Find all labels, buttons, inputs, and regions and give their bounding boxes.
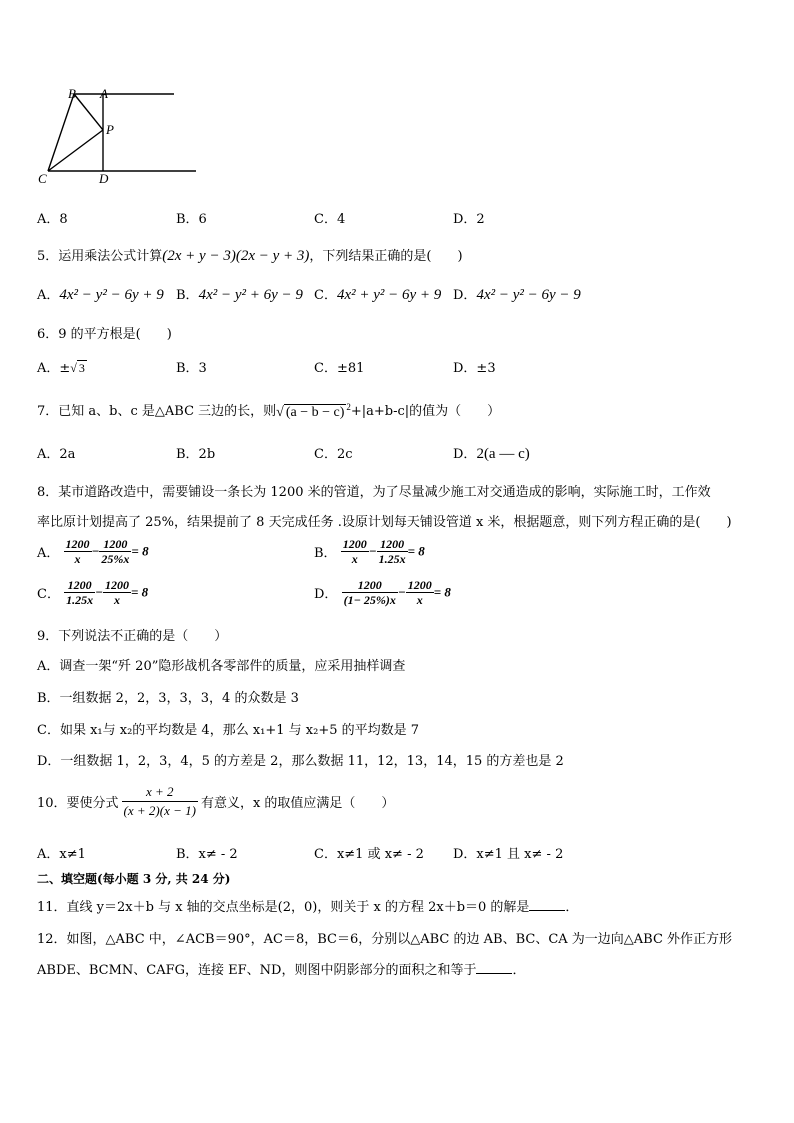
q12-line2-after: ． [512,963,526,978]
q9-option-d[interactable]: D．一组数据 1，2，3，4，5 的方差是 2，那么数据 11，12，13，14，15 的方差也是 2 [37,754,564,769]
q5-option-c-label: C． [314,288,337,303]
q7-radicand: (a − b − c) [285,405,345,420]
numerator: 1200 [407,578,432,592]
q8-stem-line2: 率比原计划提高了 25%，结果提前了 8 天完成任务 .设原计划每天铺设管道 x 米，根据题意，则下列方程正确的是( ) [37,515,732,530]
q12-line1: 12．如图，△ABC 中，∠ACB＝90°，AC＝8，BC＝6，分别以△ABC 的边 AB、BC、CA 为一边向△ABC 外作正方形 [37,932,733,947]
numerator: 1200 [65,537,90,551]
numerator: x + 2 [122,783,198,802]
numerator: 1200 [342,537,367,551]
q5-option-a-expr: 4x² − y² − 6y + 9 [59,287,164,303]
q6-stem: 6．9 的平方根是( ) [37,327,172,342]
q12-line2 [37,959,525,978]
fraction [103,578,131,607]
q8-option-c[interactable] [37,578,148,607]
q7-stem-after: +|a+b-c|的值为（ ） [350,404,501,419]
denominator: 1.25x [66,593,94,607]
q12-line2-before: ABDE、BCMN、CAFG，连接 EF、ND，则图中阴影部分的面积之和等于 [37,963,477,978]
q7-exponent: 2 [346,402,351,412]
q8-option-b-label: B． [314,546,337,561]
q10-stem-after: 有意义，x 的取值应满足（ ） [200,796,395,811]
q10-option-c[interactable]: C．x≠1 或 x≠ - 2 [314,847,424,862]
q10-fraction [122,783,198,820]
q10-option-a[interactable]: A．x≠1 [37,847,86,862]
q5-option-b-label: B． [176,288,199,303]
numerator: 1200 [104,578,129,592]
q5-option-b-expr: 4x² − y² + 6y − 9 [198,287,303,303]
q10-stem-before: 10．要使分式 [37,796,119,811]
fraction [377,537,408,566]
denominator: x [113,593,120,607]
answer-blank[interactable] [476,961,512,974]
q5-stem-before: 5．运用乘法公式计算 [37,249,163,264]
q8-option-d-label: D． [314,587,338,602]
q7-stem [37,400,500,421]
q5-option-a-label: A． [37,288,60,303]
q5-option-d[interactable] [453,284,581,304]
equals-rhs: = 8 [433,584,451,600]
q5-stem-after: ，下列结果正确的是( ) [309,249,463,264]
q7-stem-before: 7．已知 a、b、c 是△ABC 三边的长，则 [37,404,277,419]
sqrt-symbol: √ (a − b − c) $^2$ [276,402,351,420]
denominator: x [74,552,81,566]
q4-option-c[interactable]: C．4 [314,212,346,227]
answer-blank[interactable] [529,898,565,911]
q8-stem-line1: 8．某市道路改造中，需要铺设一条长为 1200 米的管道，为了尽量减少施工对交通造成的影响，实际施工时，工作效 [37,485,711,500]
numerator: 1200 [377,537,408,552]
numerator: 1200 [342,578,398,593]
q7-option-d-label: D． [453,447,477,462]
q6-option-b[interactable]: B．3 [176,361,207,376]
q9-option-b[interactable]: B．一组数据 2，2，3，3，3，4 的众数是 3 [37,691,299,706]
q5-option-b[interactable] [176,284,303,304]
q6-option-a[interactable] [37,357,87,376]
denominator: x [351,552,358,566]
q6-option-a-label: A．± [37,361,71,376]
label-c: C [38,171,47,186]
sqrt-symbol: √ 3 [70,361,85,375]
q10-stem [37,783,394,820]
q5-option-c-expr: 4x² + y² − 6y + 9 [336,287,442,303]
q8-option-d[interactable] [314,578,451,607]
section-2-title: 二、填空题(每小题 3 分, 共 24 分) [37,872,231,886]
fraction [341,537,369,566]
q9-stem: 9．下列说法不正确的是（ ） [37,629,228,644]
equals-rhs: = 8 [131,543,149,559]
q8-option-b[interactable] [314,537,425,566]
geometry-figure [30,82,210,192]
q8-option-a-label: A． [37,546,60,561]
fraction [64,578,95,607]
q9-option-c[interactable]: C．如果 x₁与 x₂的平均数是 4，那么 x₁+1 与 x₂+5 的平均数是 7 [37,723,420,738]
q7-option-d-expr: 2(a — c) [476,446,530,462]
q7-option-c[interactable]: C．2c [314,447,353,462]
minus-sign: − [95,584,103,600]
label-b: B [68,86,76,101]
denominator: 1.25x [378,552,406,566]
q5-expression: (2x + y − 3)(2x − y + 3) [162,248,310,264]
denominator: (x + 2)(x − 1) [123,803,196,818]
denominator: 25%x [101,552,130,566]
q8-option-c-label: C． [37,587,60,602]
q6-option-a-radicand: 3 [78,361,85,375]
denominator: x [416,593,423,607]
q7-option-d[interactable] [453,443,530,463]
equals-rhs: = 8 [407,543,425,559]
q10-option-b[interactable]: B．x≠ - 2 [176,847,238,862]
q9-option-a[interactable]: A．调查一架“歼 20”隐形战机各零部件的质量，应采用抽样调查 [37,659,406,674]
q5-option-d-label: D． [453,288,477,303]
denominator: (1− 25%)x [343,593,396,607]
q5-stem [37,245,463,265]
minus-sign: − [368,543,377,559]
q5-option-c[interactable] [314,284,441,304]
q7-option-a[interactable]: A．2a [37,447,76,462]
q10-option-d[interactable]: D．x≠1 且 x≠ - 2 [453,847,564,862]
q11-text-after: ． [565,900,579,915]
segment-bc [48,94,74,171]
segment-bp [74,94,103,130]
label-d: D [99,171,109,186]
q4-option-d[interactable]: D．2 [453,212,485,227]
q5-option-a[interactable] [37,284,164,304]
segment-cp [48,130,103,171]
label-p: P [106,122,114,137]
numerator: 1200 [99,537,131,552]
q4-option-b[interactable]: B．6 [176,212,207,227]
q6-option-d[interactable]: D．±3 [453,361,496,376]
q11-text [37,896,578,915]
fraction [406,578,434,607]
numerator: 1200 [64,578,95,593]
minus-sign: − [91,543,100,559]
fraction [99,537,131,566]
fraction [342,578,398,607]
equals-rhs: = 8 [130,584,149,600]
q6-option-c[interactable]: C．±81 [314,361,365,376]
minus-sign: − [397,584,406,600]
q11-text-before: 11．直线 y＝2x＋b 与 x 轴的交点坐标是(2，0)，则关于 x 的方程 2x＋b＝0 的解是 [37,900,530,915]
q8-option-a[interactable] [37,537,149,566]
label-a: A [100,86,108,101]
fraction [64,537,92,566]
q7-option-b[interactable]: B．2b [176,447,216,462]
q5-option-d-expr: 4x² − y² − 6y − 9 [476,287,581,303]
q4-option-a[interactable]: A．8 [37,212,68,227]
